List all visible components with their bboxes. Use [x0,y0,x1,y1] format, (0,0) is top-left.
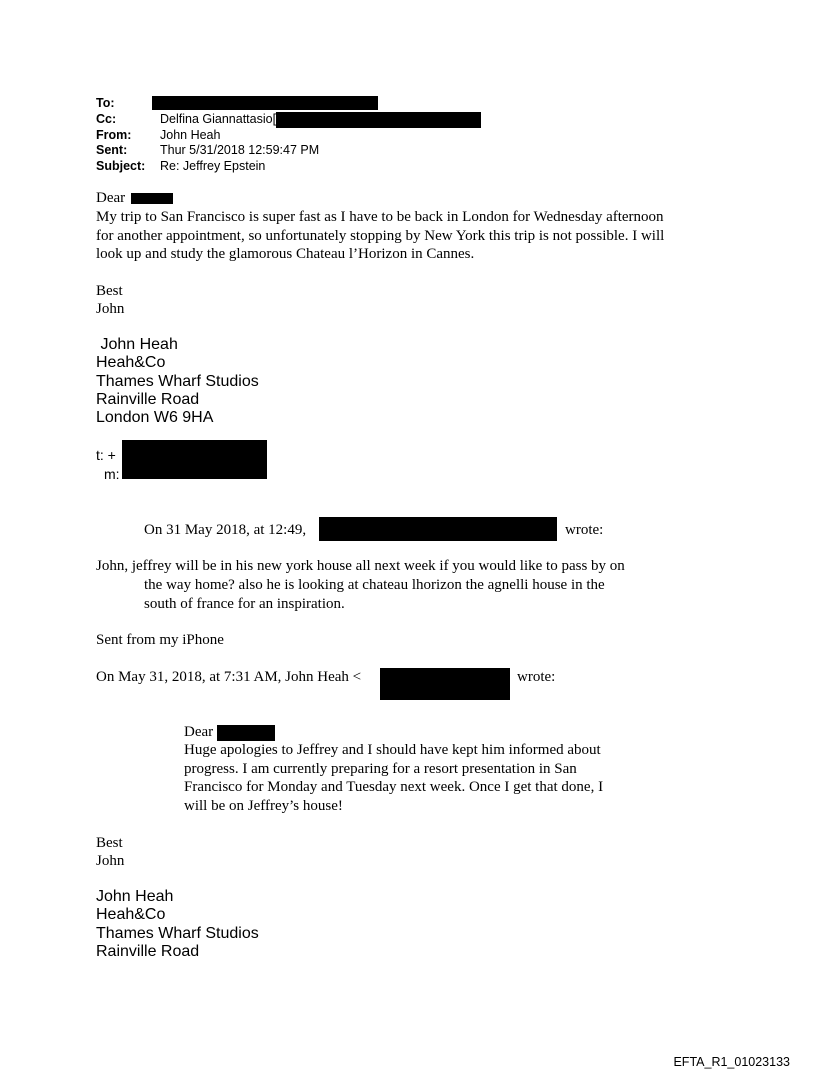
quote2-name: John [96,853,125,869]
from-value: John Heah [160,127,221,142]
signature-address-line: London W6 9HA [96,409,214,426]
signature-address-line: Rainville Road [96,391,200,408]
quote1-body-line: south of france for an inspiration. [144,596,345,612]
email-header [96,96,481,174]
redaction-box [217,725,275,741]
quote2-salutation: Dear [184,724,214,740]
quote2-body-line: progress. I am currently preparing for a resort presentation in San [184,761,577,777]
from-label: From: [96,127,132,142]
quote2-intro: On May 31, 2018, at 7:31 AM, John Heah < [96,669,362,685]
sent-label: Sent: [96,143,128,157]
reply-name: John [96,301,125,317]
reply-salutation: Dear [96,190,126,206]
redaction-box [122,440,267,479]
to-row [96,96,481,112]
subject-value: Re: Jeffrey Epstein [160,158,266,173]
sent-value: Thur 5/31/2018 12:59:47 PM [160,143,320,157]
quote1-body-line: John, jeffrey will be in his new york house all next week if you would like to pass by on [96,558,625,574]
sent-from-iphone: Sent from my iPhone [96,632,224,648]
quote1-body-line: the way home? also he is looking at chateau lhorizon the agnelli house in the [144,577,605,593]
redaction-box [276,112,481,128]
reply-body-line: for another appointment, so unfortunately stopping by New York this trip is not possible. I will [96,228,665,244]
to-label: To: [96,96,115,110]
sent-row [96,143,481,159]
cc-row [96,112,481,128]
subject-row [96,159,481,175]
signature-company: Heah&Co [96,354,166,371]
signature-name: John Heah [96,336,178,353]
document-id: EFTA_R1_01023133 [673,1055,790,1069]
reply-salutation-line [96,189,173,208]
quote1-wrote: wrote: [565,522,604,538]
signature-address-line: Thames Wharf Studios [96,925,259,942]
reply-body-line: My trip to San Francisco is super fast as I have to be back in London for Wednesday afternoon [96,209,664,225]
signature-name: John Heah [96,888,174,905]
signature-company: Heah&Co [96,906,166,923]
redaction-box [152,96,378,110]
redaction-box [380,668,510,700]
signature-phone: t: + [96,447,116,463]
reply-body-line: look up and study the glamorous Chateau l’Horizon in Cannes. [96,246,475,262]
quote2-salutation-line [184,723,275,742]
quote2-body-line: Huge apologies to Jeffrey and I should have kept him informed about [184,742,601,758]
from-row [96,128,481,144]
redaction-box [319,517,557,541]
quote1-intro: On 31 May 2018, at 12:49, [144,522,307,538]
quote2-body-line: will be on Jeffrey’s house! [184,798,343,814]
redaction-box [131,193,173,204]
quote2-body-line: Francisco for Monday and Tuesday next week. Once I get that done, I [184,779,604,795]
cc-label: Cc: [96,111,117,126]
signature-mobile: m: [104,466,120,482]
cc-value: Delfina Giannattasio[ [160,111,277,126]
quote2-closing: Best [96,835,123,851]
signature-address-line: Rainville Road [96,943,200,960]
quote2-wrote: wrote: [517,669,556,685]
subject-label: Subject: [96,158,146,173]
signature-address-line: Thames Wharf Studios [96,373,259,390]
reply-closing: Best [96,283,123,299]
